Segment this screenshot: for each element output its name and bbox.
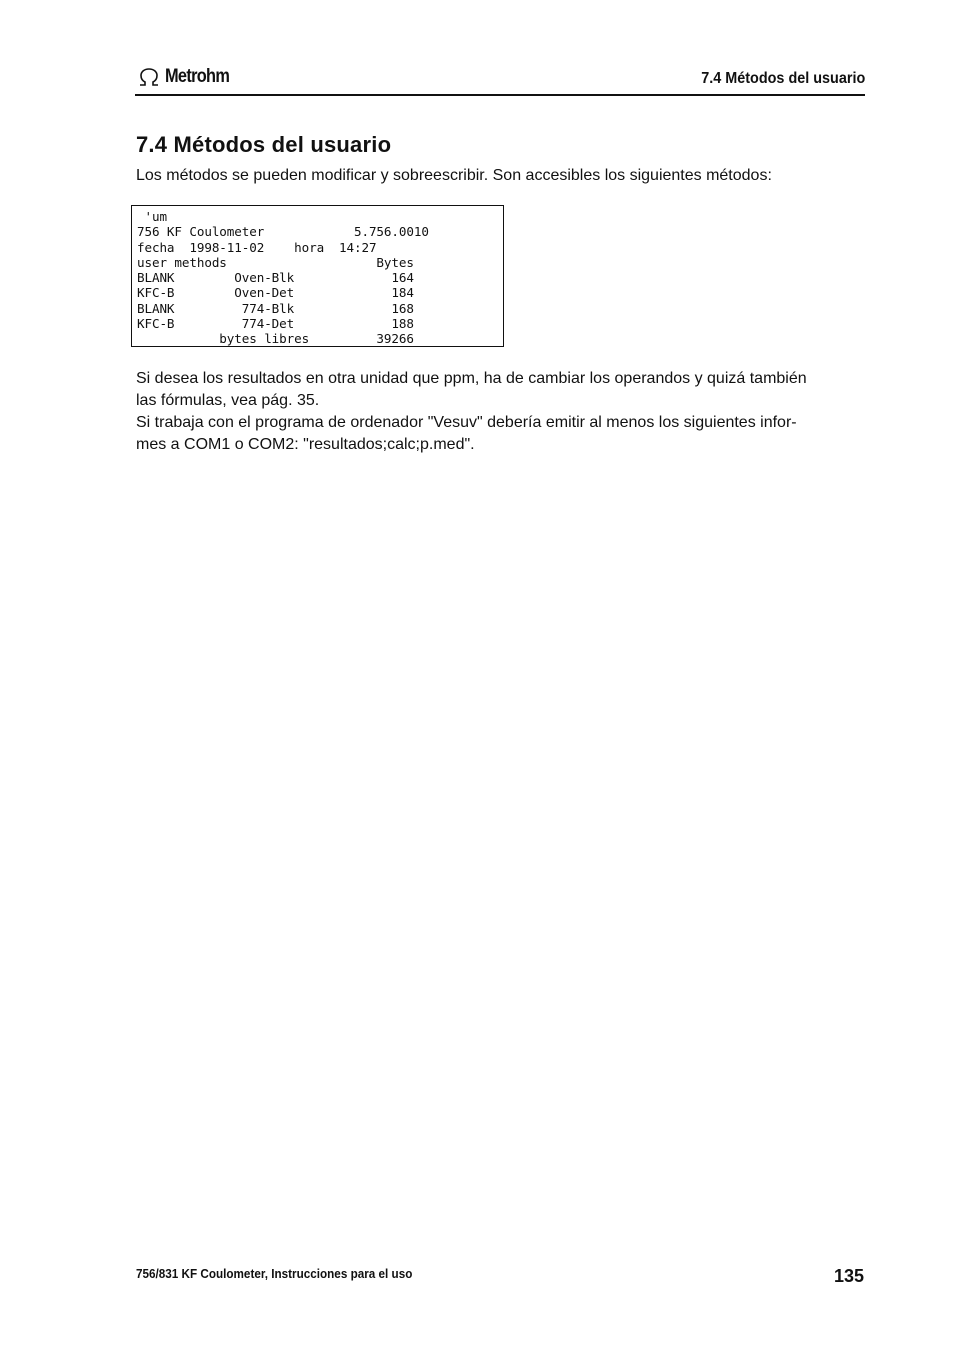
- header-section-title: 7.4 Métodos del usuario: [700, 70, 865, 87]
- printout-line: KFC-B 774-Det 188: [137, 316, 414, 332]
- omega-icon: [137, 67, 161, 87]
- page-header: [135, 64, 865, 96]
- logo-text: Metrohm: [165, 66, 230, 87]
- printout-line: 'um: [137, 209, 167, 224]
- printout-line: bytes libres 39266: [137, 331, 414, 347]
- paragraph-line: mes a COM1 o COM2: "resultados;calc;p.med".: [136, 436, 475, 453]
- footer-doc-title: 756/831 KF Coulometer, Instrucciones para el uso: [136, 1266, 413, 1281]
- paragraph-line: Si trabaja con el programa de ordenador "Vesuv" debería emitir al menos los siguientes infor-: [136, 414, 797, 431]
- printout-line: 756 KF Coulometer 5.756.0010: [137, 224, 429, 240]
- paragraph-line: Si desea los resultados en otra unidad que ppm, ha de cambiar los operandos y quizá también: [136, 370, 807, 387]
- section-title: 7.4 Métodos del usuario: [136, 132, 392, 157]
- printout-line: KFC-B Oven-Det 184: [137, 285, 414, 301]
- printout-line: BLANK 774-Blk 168: [137, 300, 414, 316]
- metrohm-logo: [137, 66, 240, 88]
- printout-box: [131, 205, 504, 347]
- printout-line: fecha 1998-11-02 hora 14:27: [137, 239, 377, 255]
- body-paragraph: [136, 368, 868, 456]
- intro-text: Los métodos se pueden modificar y sobreescribir. Son accesibles los siguientes métodos:: [136, 167, 772, 184]
- page-number: 135: [833, 1266, 864, 1286]
- printout-line: user methods Bytes: [137, 254, 414, 270]
- printout-line: BLANK Oven-Blk 164: [137, 270, 414, 286]
- paragraph-line: las fórmulas, vea pág. 35.: [136, 392, 320, 409]
